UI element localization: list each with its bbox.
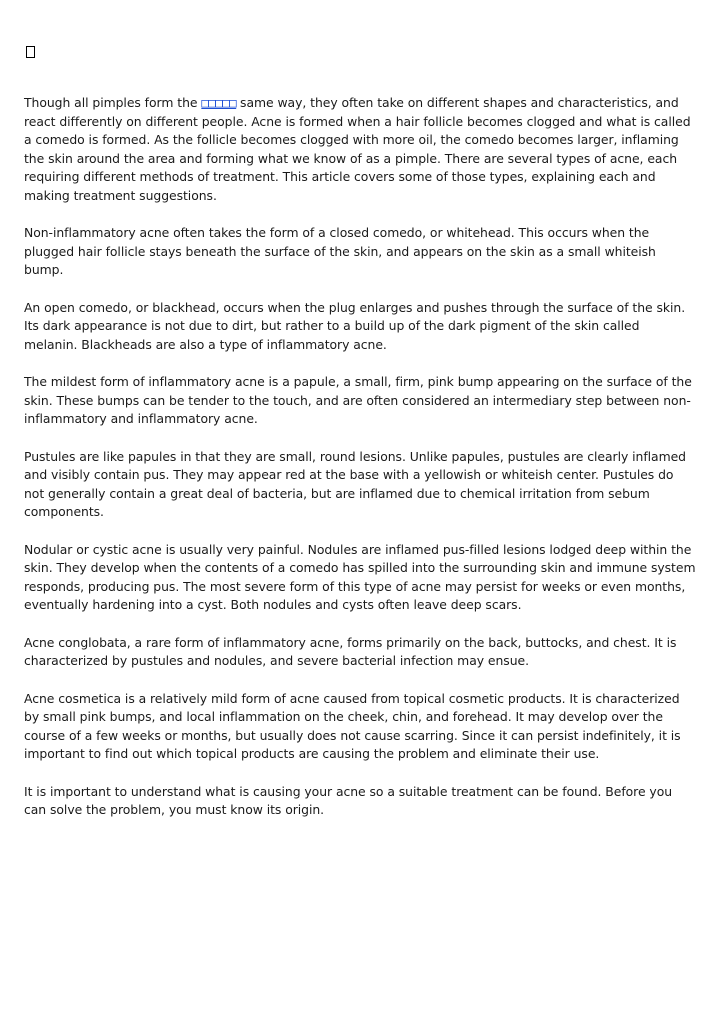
intro-paragraph bbox=[24, 94, 696, 205]
paragraph-blackhead: An open comedo, or blackhead, occurs when the plug enlarges and pushes through the surface of the skin. Its dark appearance is not due to dirt, but rather to a build up of the dark pigment of the skin called melanin. Blackheads are also a type of inflammatory acne. bbox=[24, 299, 686, 352]
paragraph-whitehead: Non-inflammatory acne often takes the form of a closed comedo, or whitehead. This occurs when the plugged hair follicle stays beneath the surface of the skin, and appears on the skin as a small whiteish bump. bbox=[24, 225, 656, 277]
inline-link[interactable]: □□□□□ bbox=[201, 95, 237, 110]
paragraph-papule: The mildest form of inflammatory acne is a papule, a small, firm, pink bump appearing on the surface of the skin. These bumps can be tender to the touch, and are often considered an intermediary step between non-inflammatory and inflammatory acne. bbox=[24, 374, 692, 426]
paragraph-cosmetica: Acne cosmetica is a relatively mild form of acne caused from topical cosmetic products. It is characterized by small pink bumps, and local inflammation on the cheek, chin, and forehead. It may develop over the course of a few weeks or months, but usually does not cause scarring. Since it can persist indefinitely, it is important to find out which topical products are causing the problem and eliminate their use. bbox=[24, 690, 681, 761]
intro-text-before-link: Though all pimples form the bbox=[24, 95, 202, 110]
paragraph-nodular-cystic: Nodular or cystic acne is usually very painful. Nodules are inflamed pus-filled lesions lodged deep within the skin. They develop when the contents of a comedo has spilled into the surrounding skin and immune system responds, producing pus. The most severe form of this type of acne may persist for weeks or even months, eventually hardening into a cyst. Both nodules and cysts often leave deep scars. bbox=[24, 541, 696, 612]
paragraph-conglobata: Acne conglobata, a rare form of inflammatory acne, forms primarily on the back, buttocks, and chest. It is characterized by pustules and nodules, and severe bacterial infection may ensue. bbox=[24, 634, 677, 668]
paragraph-conclusion: It is important to understand what is causing your acne so a suitable treatment can be found. Before you can solve the problem, you must know its origin. bbox=[24, 783, 673, 817]
paragraph-pustules: Pustules are like papules in that they are small, round lesions. Unlike papules, pustules are clearly inflamed and visibly contain pus. They may appear red at the base with a yellowish or whiteish center. Pustules do not generally contain a great deal of bacteria, but are inflamed due to chemical irritation from sebum components. bbox=[24, 448, 686, 519]
intro-text-after-link: same way, they often take on different shapes and characteristics, and react differently on different people. Acne is formed when a hair follicle becomes clogged and what is called a comedo is formed. As the follicle becomes clogged with more oil, the comedo becomes larger, inflaming the skin around the area and forming what we know of as a pimple. There are several types of acne, each requiring different methods of treatment. This article covers some of those types, explaining each and making treatment suggestions. bbox=[24, 95, 691, 203]
document-page bbox=[24, 36, 696, 839]
missing-glyph-box-icon bbox=[26, 46, 35, 58]
